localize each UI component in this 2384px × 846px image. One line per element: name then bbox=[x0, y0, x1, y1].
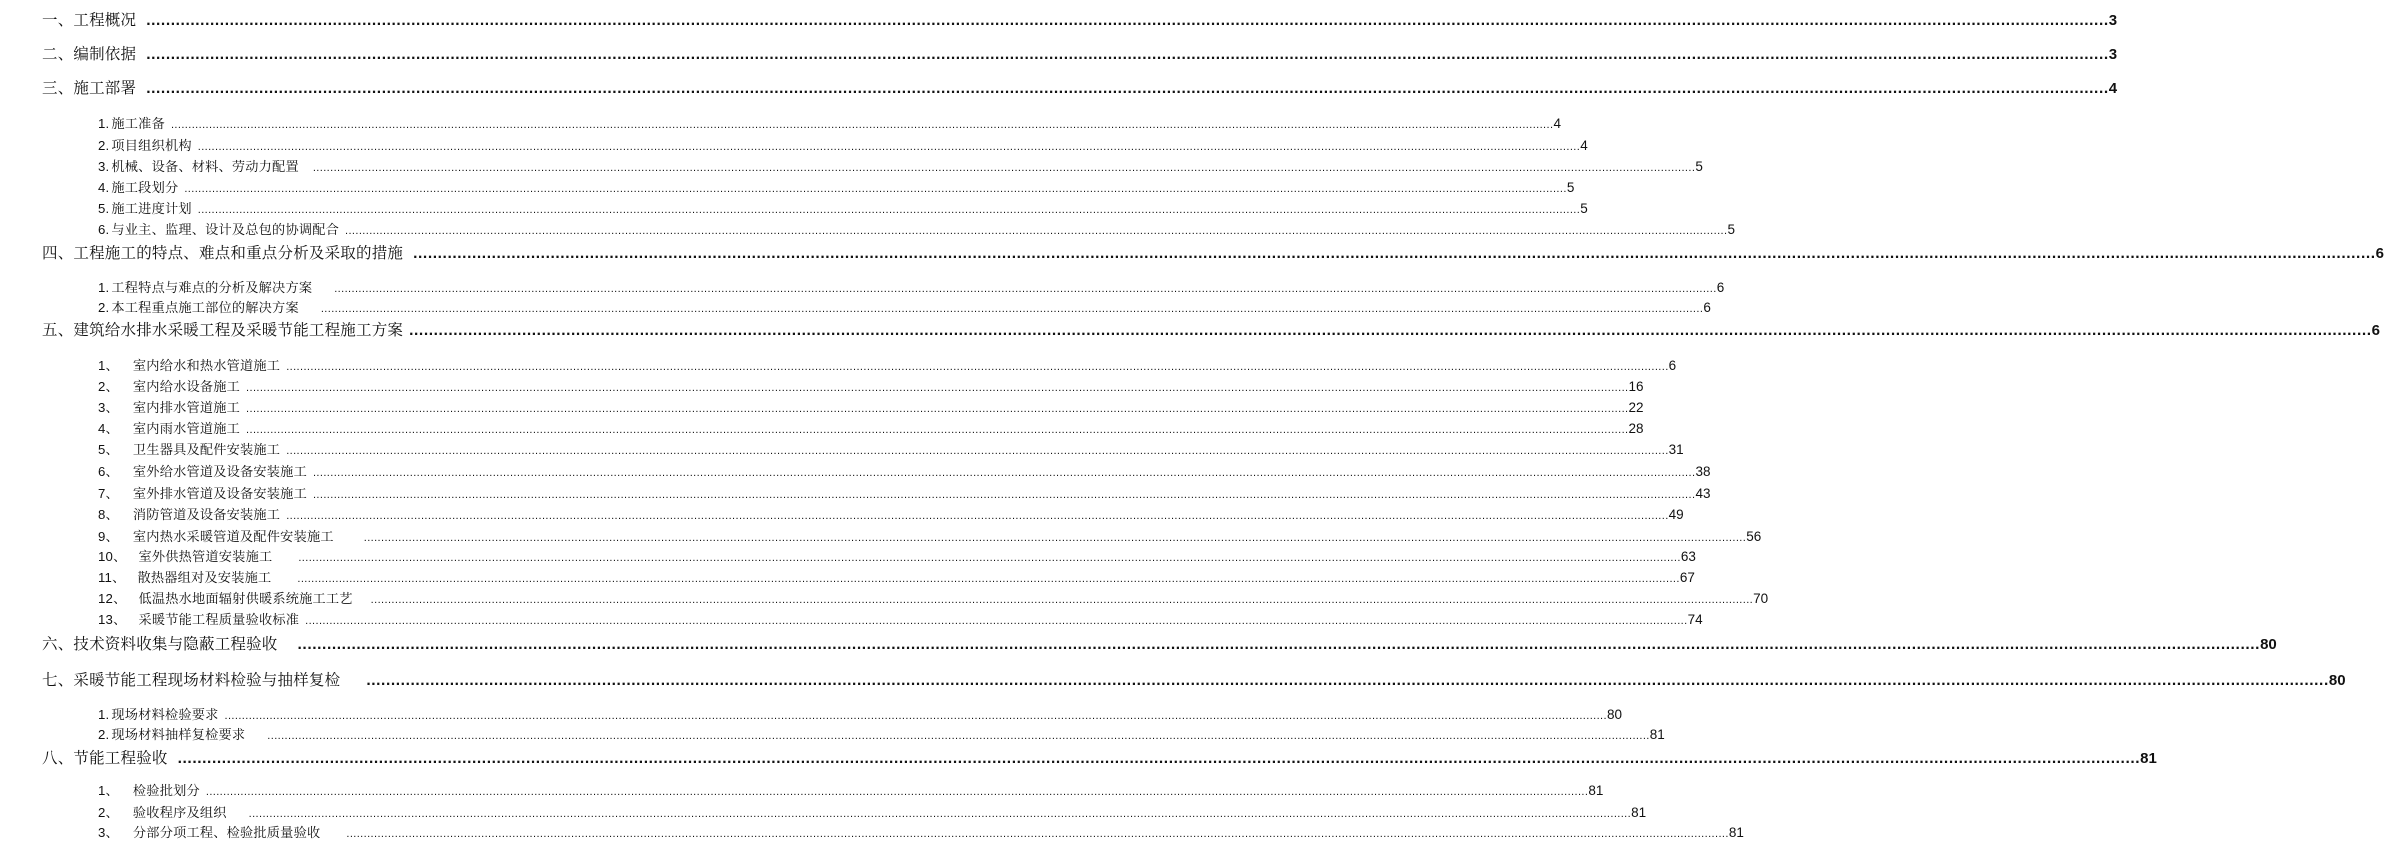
toc-dot-leader: ................................................................................................................................................................................................................................................................................................................................................................................................................ bbox=[286, 510, 1669, 522]
toc-entry-title bbox=[98, 504, 280, 523]
toc-entry-text: 消防管道及设备安装施工 bbox=[132, 508, 281, 523]
toc-page-number: 70 bbox=[1753, 591, 1769, 606]
toc-dot-leader: ................................................................................................................................................................................................................................................................................................................................................................................................................ bbox=[170, 119, 1554, 131]
toc-entry-text: 三、施工部署 bbox=[42, 79, 137, 97]
toc-subsection bbox=[98, 704, 1623, 723]
toc-subsection bbox=[98, 546, 1696, 565]
toc-page-number: 80 bbox=[1606, 707, 1623, 722]
toc-dot-leader: ................................................................................................................................................................................................................................................................................................................................................................................................................ bbox=[297, 636, 2261, 653]
toc-dot-leader: ................................................................................................................................................................................................................................................................................................................................................................................................................ bbox=[224, 710, 1607, 722]
toc-dot-leader: ................................................................................................................................................................................................................................................................................................................................................................................................................ bbox=[312, 489, 1696, 501]
toc-entry-text: 卫生器具及配件安装施工 bbox=[132, 443, 281, 458]
toc-entry-number: 1. bbox=[98, 707, 110, 722]
toc-page-number: 81 bbox=[1649, 727, 1665, 742]
toc-entry-title bbox=[98, 198, 192, 217]
toc-entry-text: 施工段划分 bbox=[111, 181, 179, 196]
toc-page-number: 80 bbox=[2260, 636, 2277, 653]
toc-entry-title bbox=[98, 219, 339, 238]
toc-page-number: 16 bbox=[1628, 379, 1644, 394]
toc-page-number: 81 bbox=[1631, 805, 1647, 820]
toc-entry-title bbox=[98, 704, 219, 723]
toc-page-number: 5 bbox=[1695, 159, 1703, 174]
toc-dot-leader: ................................................................................................................................................................................................................................................................................................................................................................................................................ bbox=[346, 828, 1729, 840]
toc-page-number: 81 bbox=[1728, 825, 1744, 840]
toc-entry-text: 散热器组对及安装施工 bbox=[137, 571, 272, 586]
toc-entry-title bbox=[98, 567, 271, 586]
toc-section bbox=[42, 746, 2157, 768]
toc-entry-text: 施工准备 bbox=[111, 117, 165, 132]
toc-subsection bbox=[98, 156, 1703, 175]
toc-entry-text: 本工程重点施工部位的解决方案 bbox=[111, 301, 299, 316]
toc-subsection bbox=[98, 113, 1561, 132]
toc-entry-title bbox=[98, 802, 227, 821]
toc-page-number: 22 bbox=[1628, 400, 1644, 415]
toc-entry-number: 1、 bbox=[98, 358, 119, 373]
toc-subsection bbox=[98, 483, 1711, 502]
toc-subsection bbox=[98, 177, 1575, 196]
toc-entry-text: 室内热水采暖管道及配件安装施工 bbox=[132, 530, 334, 545]
toc-page-number: 38 bbox=[1695, 464, 1711, 479]
toc-entry-text: 验收程序及组织 bbox=[132, 806, 227, 821]
toc-dot-leader: ................................................................................................................................................................................................................................................................................................................................................................................................................ bbox=[370, 594, 1754, 606]
toc-entry-title bbox=[98, 780, 200, 799]
toc-subsection bbox=[98, 609, 1703, 628]
toc-entry-number: 2. bbox=[98, 727, 110, 742]
toc-entry-title bbox=[98, 355, 280, 374]
toc-entry-text: 与业主、监理、设计及总包的协调配合 bbox=[111, 223, 339, 238]
toc-dot-leader: ................................................................................................................................................................................................................................................................................................................................................................................................................ bbox=[246, 403, 1629, 415]
toc-page-number: 56 bbox=[1746, 529, 1762, 544]
toc-entry-title bbox=[98, 526, 334, 545]
toc-subsection bbox=[98, 198, 1588, 217]
toc-entry-text: 五、建筑给水排水采暖工程及采暖节能工程施工方案 bbox=[42, 321, 404, 339]
toc-entry-number: 5. bbox=[98, 201, 110, 216]
toc-dot-leader: ................................................................................................................................................................................................................................................................................................................................................................................................................ bbox=[146, 12, 2109, 29]
toc-entry-text: 六、技术资料收集与隐蔽工程验收 bbox=[42, 635, 278, 653]
toc-page-number: 67 bbox=[1679, 570, 1695, 585]
toc-dot-leader: ................................................................................................................................................................................................................................................................................................................................................................................................................ bbox=[305, 615, 1688, 627]
toc-page-number: 74 bbox=[1687, 612, 1703, 627]
toc-entry-title bbox=[42, 76, 136, 98]
toc-entry-number: 2. bbox=[98, 138, 110, 153]
toc-entry-text: 七、采暖节能工程现场材料检验与抽样复检 bbox=[42, 671, 341, 689]
toc-dot-leader: ................................................................................................................................................................................................................................................................................................................................................................................................................ bbox=[409, 322, 2372, 339]
toc-entry-number: 4. bbox=[98, 180, 110, 195]
toc-entry-title bbox=[42, 8, 136, 30]
toc-entry-number: 13、 bbox=[98, 612, 127, 627]
toc-entry-title bbox=[98, 609, 299, 628]
toc-dot-leader: ................................................................................................................................................................................................................................................................................................................................................................................................................ bbox=[286, 445, 1669, 457]
toc-dot-leader: ................................................................................................................................................................................................................................................................................................................................................................................................................ bbox=[366, 672, 2329, 689]
toc-entry-title bbox=[98, 546, 272, 565]
toc-entry-title bbox=[42, 632, 278, 654]
toc-entry-number: 7、 bbox=[98, 486, 119, 501]
toc-page-number: 6 bbox=[1668, 358, 1677, 373]
toc-dot-leader: ................................................................................................................................................................................................................................................................................................................................................................................................................ bbox=[205, 786, 1589, 798]
toc-section bbox=[42, 42, 2118, 64]
toc-page-number: 6 bbox=[2375, 245, 2384, 262]
toc-entry-text: 室内排水管道施工 bbox=[132, 401, 241, 416]
toc-subsection bbox=[98, 822, 1744, 841]
toc-subsection bbox=[98, 724, 1665, 743]
toc-subsection bbox=[98, 297, 1711, 316]
toc-entry-number: 11、 bbox=[98, 570, 126, 585]
toc-entry-text: 室内给水和热水管道施工 bbox=[132, 359, 281, 374]
toc-subsection bbox=[98, 504, 1684, 523]
toc-entry-number: 4、 bbox=[98, 421, 119, 436]
toc-subsection bbox=[98, 219, 1735, 238]
toc-section bbox=[42, 318, 2381, 340]
toc-entry-number: 2、 bbox=[98, 805, 119, 820]
toc-dot-leader: ................................................................................................................................................................................................................................................................................................................................................................................................................ bbox=[197, 204, 1581, 216]
toc-entry-title bbox=[98, 418, 240, 437]
toc-entry-number: 3、 bbox=[98, 400, 119, 415]
toc-page-number: 6 bbox=[1703, 300, 1711, 315]
toc-page-number: 3 bbox=[2108, 46, 2118, 63]
toc-subsection bbox=[98, 135, 1588, 154]
toc-entry-title bbox=[42, 746, 168, 768]
toc-section bbox=[42, 8, 2118, 30]
toc-dot-leader: ................................................................................................................................................................................................................................................................................................................................................................................................................ bbox=[363, 532, 1747, 544]
toc-page-number: 80 bbox=[2328, 672, 2346, 689]
toc-entry-title bbox=[42, 42, 136, 64]
toc-subsection bbox=[98, 397, 1644, 416]
toc-dot-leader: ................................................................................................................................................................................................................................................................................................................................................................................................................ bbox=[312, 467, 1696, 479]
toc-dot-leader: ................................................................................................................................................................................................................................................................................................................................................................................................................ bbox=[197, 141, 1581, 153]
toc-entry-title bbox=[98, 439, 280, 458]
toc-entry-number: 2、 bbox=[98, 379, 119, 394]
toc-section bbox=[42, 76, 2118, 98]
toc-dot-leader: ................................................................................................................................................................................................................................................................................................................................................................................................................ bbox=[184, 183, 1567, 195]
toc-entry-text: 分部分项工程、检验批质量验收 bbox=[132, 826, 321, 841]
toc-entry-text: 现场材料抽样复检要求 bbox=[111, 728, 246, 743]
toc-entry-title bbox=[42, 668, 340, 690]
toc-dot-leader: ................................................................................................................................................................................................................................................................................................................................................................................................................ bbox=[334, 283, 1717, 295]
toc-page-number: 49 bbox=[1668, 507, 1684, 522]
toc-entry-text: 机械、设备、材料、劳动力配置 bbox=[111, 160, 299, 175]
toc-entry-title bbox=[98, 461, 307, 480]
toc-page-number: 4 bbox=[1553, 116, 1561, 131]
toc-entry-text: 工程特点与难点的分析及解决方案 bbox=[111, 281, 313, 296]
toc-subsection bbox=[98, 418, 1644, 437]
toc-page-number: 4 bbox=[2108, 80, 2118, 97]
toc-dot-leader: ................................................................................................................................................................................................................................................................................................................................................................................................................ bbox=[267, 730, 1650, 742]
toc-dot-leader: ................................................................................................................................................................................................................................................................................................................................................................................................................ bbox=[312, 162, 1696, 174]
toc-page-number: 31 bbox=[1668, 442, 1684, 457]
toc-entry-number: 1. bbox=[98, 116, 110, 131]
toc-page-number: 4 bbox=[1580, 138, 1588, 153]
toc-page-number: 5 bbox=[1727, 222, 1735, 237]
toc-entry-text: 一、工程概况 bbox=[42, 11, 137, 29]
toc-section bbox=[42, 632, 2277, 654]
toc-entry-text: 施工进度计划 bbox=[111, 202, 192, 217]
toc-entry-title bbox=[98, 135, 192, 154]
toc-entry-title bbox=[98, 397, 240, 416]
toc-subsection bbox=[98, 439, 1684, 458]
toc-entry-text: 八、节能工程验收 bbox=[42, 749, 168, 767]
toc-page-number: 6 bbox=[2371, 322, 2381, 339]
toc-entry-number: 3. bbox=[98, 159, 110, 174]
toc-subsection bbox=[98, 355, 1677, 374]
toc-entry-title bbox=[98, 113, 165, 132]
toc-dot-leader: ................................................................................................................................................................................................................................................................................................................................................................................................................ bbox=[345, 225, 1728, 237]
toc-entry-text: 低温热水地面辐射供暖系统施工工艺 bbox=[138, 592, 353, 607]
toc-page-number: 81 bbox=[2140, 750, 2157, 767]
toc-entry-number: 1. bbox=[98, 280, 110, 295]
toc-section bbox=[42, 668, 2346, 690]
toc-section bbox=[42, 241, 2384, 263]
toc-page-number: 43 bbox=[1695, 486, 1711, 501]
toc-entry-number: 2. bbox=[98, 300, 110, 315]
toc-subsection bbox=[98, 588, 1769, 607]
toc-entry-number: 9、 bbox=[98, 529, 119, 544]
toc-entry-number: 12、 bbox=[98, 591, 127, 606]
toc-entry-number: 8、 bbox=[98, 507, 119, 522]
toc-dot-leader: ................................................................................................................................................................................................................................................................................................................................................................................................................ bbox=[320, 303, 1704, 315]
toc-entry-text: 现场材料检验要求 bbox=[111, 708, 219, 723]
toc-page-number: 81 bbox=[1588, 783, 1604, 798]
toc-dot-leader: ................................................................................................................................................................................................................................................................................................................................................................................................................ bbox=[146, 46, 2109, 63]
toc-dot-leader: ................................................................................................................................................................................................................................................................................................................................................................................................................ bbox=[246, 424, 1629, 436]
toc-subsection bbox=[98, 567, 1695, 586]
toc-entry-text: 采暖节能工程质量验收标准 bbox=[138, 613, 300, 628]
toc-subsection bbox=[98, 461, 1711, 480]
toc-entry-title bbox=[98, 588, 353, 607]
toc-entry-title bbox=[98, 297, 299, 316]
toc-entry-text: 二、编制依据 bbox=[42, 45, 137, 63]
toc-entry-title bbox=[98, 156, 299, 175]
toc-dot-leader: ................................................................................................................................................................................................................................................................................................................................................................................................................ bbox=[248, 808, 1632, 820]
toc-page-number: 5 bbox=[1566, 180, 1575, 195]
toc-entry-title bbox=[98, 277, 312, 296]
toc-entry-text: 室内雨水管道施工 bbox=[132, 422, 241, 437]
toc-page-number: 63 bbox=[1680, 549, 1696, 564]
toc-page-number: 5 bbox=[1580, 201, 1588, 216]
toc-subsection bbox=[98, 780, 1604, 799]
toc-entry-title bbox=[42, 241, 403, 263]
toc-dot-leader: ................................................................................................................................................................................................................................................................................................................................................................................................................ bbox=[146, 80, 2109, 97]
toc-dot-leader: ................................................................................................................................................................................................................................................................................................................................................................................................................ bbox=[298, 552, 1681, 564]
toc-dot-leader: ................................................................................................................................................................................................................................................................................................................................................................................................................ bbox=[286, 361, 1669, 373]
toc-entry-title bbox=[42, 318, 403, 340]
toc-dot-leader: ................................................................................................................................................................................................................................................................................................................................................................................................................ bbox=[246, 382, 1629, 394]
toc-entry-title bbox=[98, 724, 245, 743]
toc-page-number: 3 bbox=[2108, 12, 2118, 29]
toc-entry-title bbox=[98, 822, 320, 841]
toc-entry-number: 6、 bbox=[98, 464, 119, 479]
toc-entry-number: 3、 bbox=[98, 825, 119, 840]
toc-entry-text: 室外排水管道及设备安装施工 bbox=[132, 487, 307, 502]
toc-subsection bbox=[98, 277, 1725, 296]
toc-entry-number: 5、 bbox=[98, 442, 119, 457]
toc-dot-leader: ................................................................................................................................................................................................................................................................................................................................................................................................................ bbox=[297, 573, 1680, 585]
toc-subsection bbox=[98, 802, 1647, 821]
toc-entry-title bbox=[98, 483, 307, 502]
toc-entry-number: 10、 bbox=[98, 549, 127, 564]
toc-entry-text: 室外给水管道及设备安装施工 bbox=[132, 465, 307, 480]
toc-entry-text: 检验批划分 bbox=[132, 784, 200, 799]
toc-entry-number: 6. bbox=[98, 222, 110, 237]
toc-entry-text: 四、工程施工的特点、难点和重点分析及采取的措施 bbox=[42, 244, 404, 262]
toc-entry-title bbox=[98, 177, 178, 196]
toc-dot-leader: ................................................................................................................................................................................................................................................................................................................................................................................................................ bbox=[177, 750, 2141, 767]
toc-entry-text: 项目组织机构 bbox=[111, 139, 192, 154]
toc-page-number: 28 bbox=[1628, 421, 1644, 436]
toc-entry-number: 1、 bbox=[98, 783, 119, 798]
toc-entry-text: 室内给水设备施工 bbox=[132, 380, 241, 395]
toc-page-number: 6 bbox=[1716, 280, 1725, 295]
toc-entry-title bbox=[98, 376, 240, 395]
toc-subsection bbox=[98, 526, 1762, 545]
toc-subsection bbox=[98, 376, 1644, 395]
toc-entry-text: 室外供热管道安装施工 bbox=[138, 550, 273, 565]
toc-dot-leader: ................................................................................................................................................................................................................................................................................................................................................................................................................ bbox=[413, 245, 2376, 262]
